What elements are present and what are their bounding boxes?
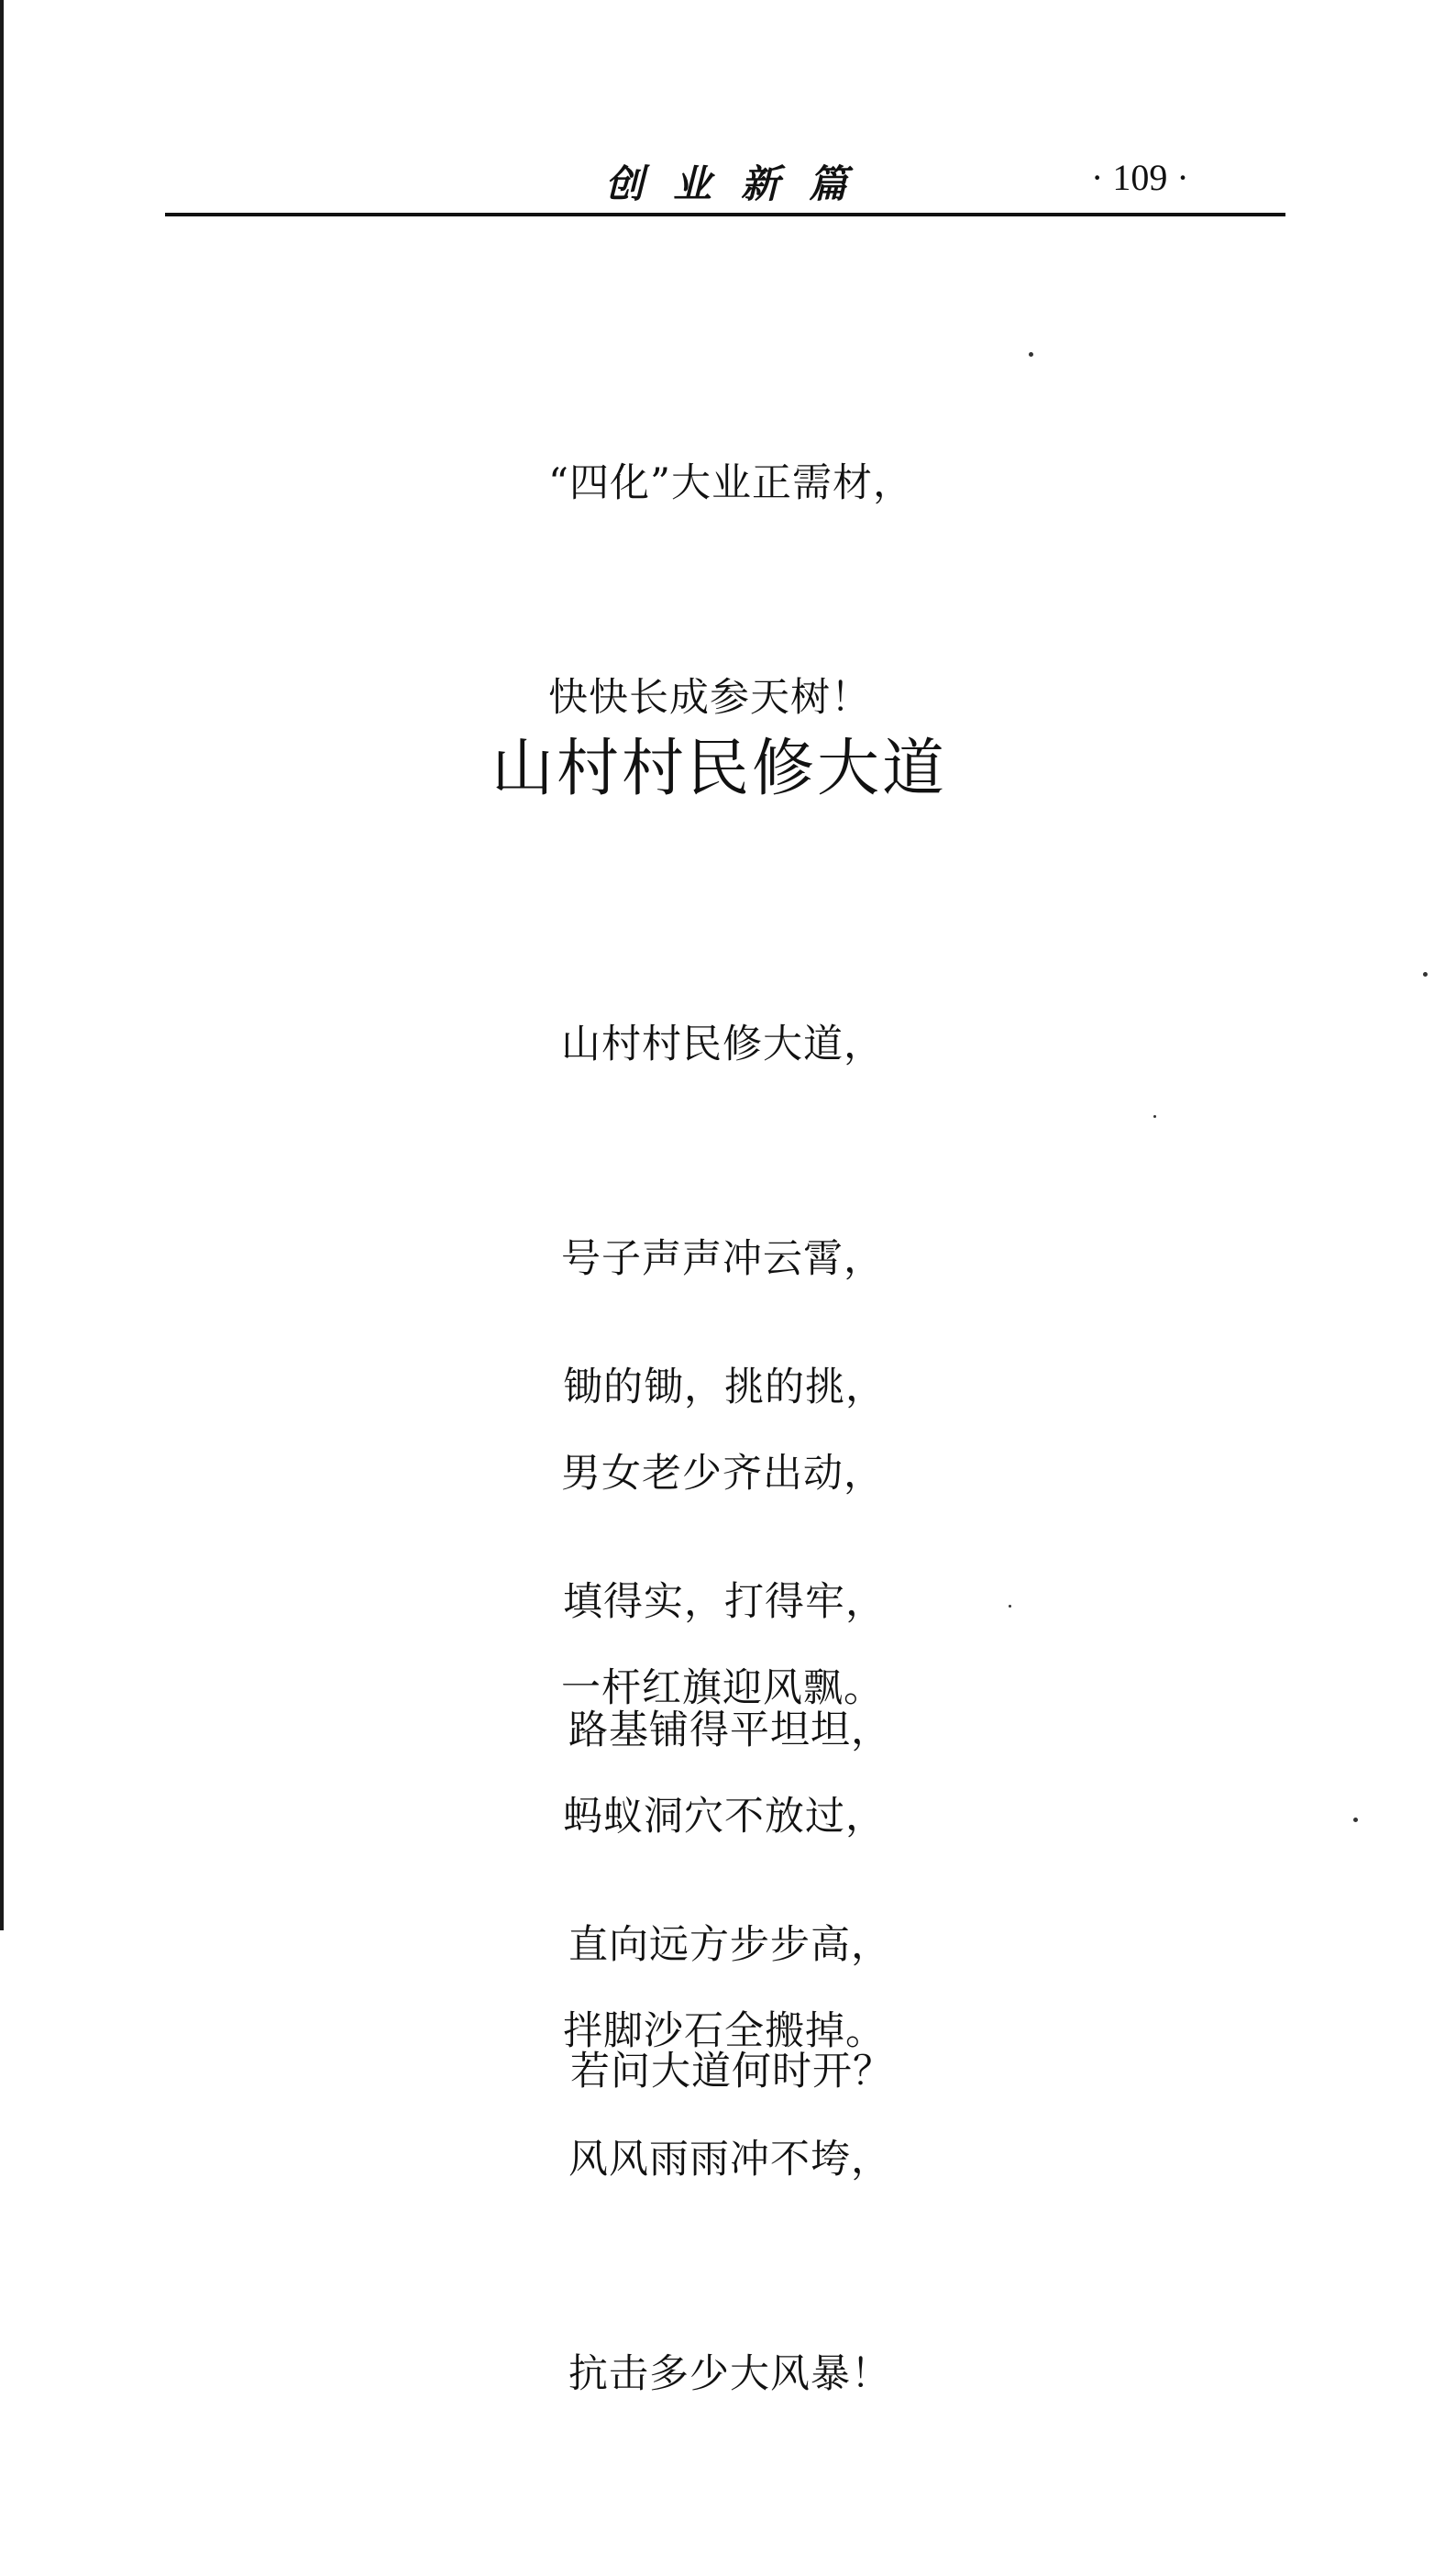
- poem-line: 拌脚沙石全搬掉。: [563, 2008, 886, 2054]
- scan-speck: [1353, 1818, 1358, 1822]
- poem-line: 男女老少齐出动，: [561, 1451, 884, 1497]
- poem-line: 蚂蚁洞穴不放过，: [563, 1794, 886, 1840]
- running-title: 创业新篇: [605, 161, 877, 206]
- poem-line: 一杆红旗迎风飘。: [561, 1665, 884, 1711]
- poem-line: “四化”大业正需材，: [548, 460, 913, 506]
- poem-line: 风风雨雨冲不垮，: [568, 2137, 891, 2183]
- page-number: · 109 ·: [1091, 157, 1189, 198]
- scan-speck: [1153, 1115, 1156, 1118]
- poem-title: 山村村民修大道: [491, 733, 948, 805]
- poem-line: 路基铺得平坦坦，: [568, 1708, 891, 1753]
- poem-line: 直向远方步步高，: [568, 1922, 891, 1968]
- scan-speck: [1009, 1605, 1011, 1608]
- scan-speck: [1423, 972, 1428, 977]
- header-rule: [165, 213, 1285, 216]
- poem-line: 填得实，打得牢，: [563, 1579, 886, 1625]
- stanza-4: [570, 1893, 893, 2250]
- poem-line: 快快长成参天树！: [548, 675, 871, 721]
- scan-speck: [1029, 352, 1033, 357]
- poem-line: 锄的锄，挑的挑，: [563, 1365, 886, 1410]
- poem-line: 山村村民修大道，: [561, 1022, 884, 1067]
- poem-line: 号子声声冲云霄，: [561, 1236, 884, 1282]
- poem-line: 抗击多少大风暴！: [568, 2351, 891, 2397]
- page-edge-shadow: [0, 0, 4, 1930]
- poem-line: 若问大道何时开？: [570, 2049, 893, 2094]
